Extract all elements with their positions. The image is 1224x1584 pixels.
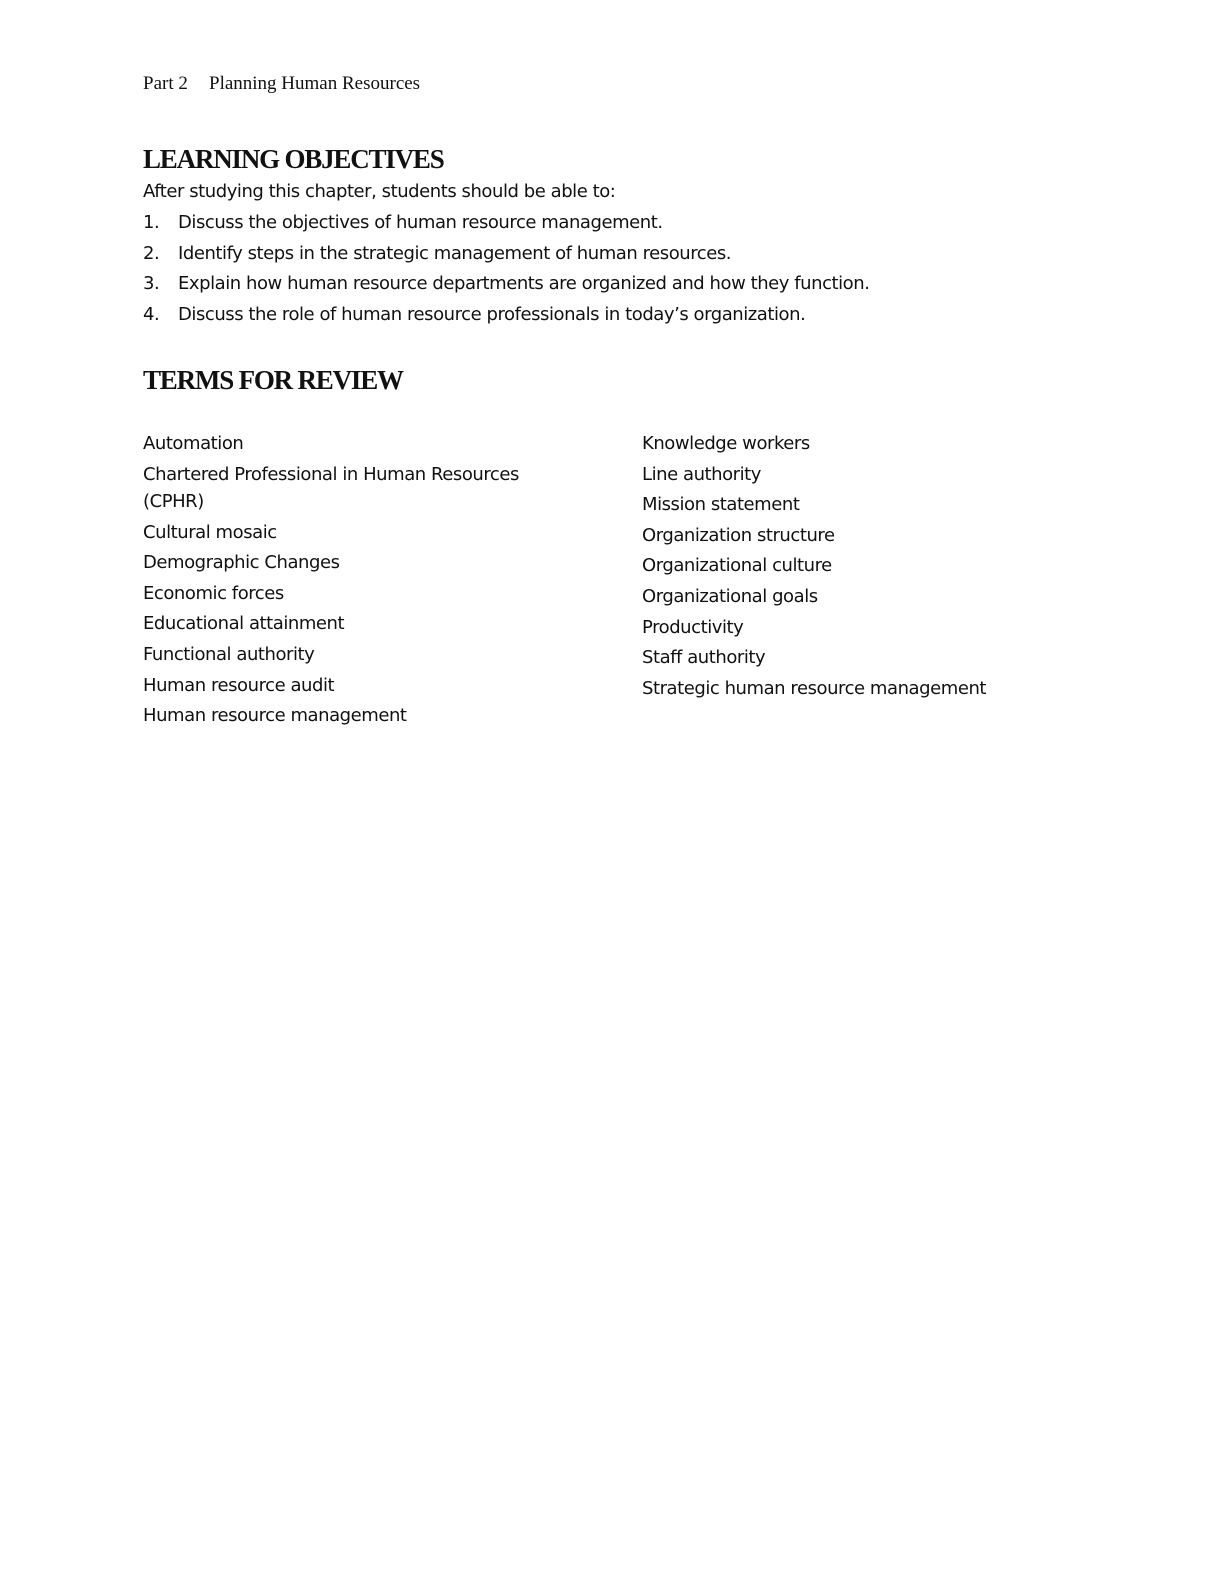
part-title: Planning Human Resources <box>209 73 421 94</box>
term-item: Organizational culture <box>642 555 832 577</box>
term-item: Chartered Professional in Human Resources (CPHR) <box>143 463 519 513</box>
terms-left-column <box>143 430 563 733</box>
objective-number: 4. <box>143 304 160 326</box>
term-item: Human resource management <box>143 705 407 727</box>
objective-item <box>143 303 869 334</box>
objective-text: Discuss the objectives of human resource management. <box>178 212 663 233</box>
objective-number: 3. <box>143 273 160 295</box>
term-item: Demographic Changes <box>143 552 340 574</box>
running-header <box>143 72 420 96</box>
term-item: Organization structure <box>642 524 835 546</box>
terms-for-review-heading: TERMS FOR REVIEW <box>143 365 403 395</box>
learning-objectives-heading: LEARNING OBJECTIVES <box>143 144 444 174</box>
term-item: Strategic human resource management <box>642 677 987 699</box>
term-item: Cultural mosaic <box>143 521 277 543</box>
term-item: Economic forces <box>143 582 284 604</box>
objective-item <box>143 272 869 303</box>
objective-item <box>143 211 869 242</box>
term-item: Educational attainment <box>143 613 345 635</box>
objective-text: Explain how human resource departments are organized and how they function. <box>178 273 870 295</box>
term-item: Productivity <box>642 616 744 638</box>
objective-number: 2. <box>143 242 160 264</box>
term-item: Organizational goals <box>642 585 818 607</box>
objectives-intro: After studying this chapter, students should be able to: <box>143 181 616 202</box>
term-item: Mission statement <box>642 494 800 516</box>
term-item: Knowledge workers <box>642 433 810 454</box>
term-item: Automation <box>143 433 244 454</box>
objective-text: Identify steps in the strategic management of human resources. <box>178 242 732 264</box>
part-number: Part 2 <box>143 73 188 94</box>
objective-item <box>143 242 869 273</box>
term-item: Human resource audit <box>143 674 335 696</box>
objective-text: Discuss the role of human resource professionals in today’s organization. <box>178 304 806 326</box>
term-item: Staff authority <box>642 647 766 669</box>
objectives-list <box>143 211 869 334</box>
terms-right-column <box>642 430 1062 705</box>
objective-number: 1. <box>143 212 160 233</box>
term-item: Line authority <box>642 463 761 485</box>
term-item: Functional authority <box>143 644 315 666</box>
